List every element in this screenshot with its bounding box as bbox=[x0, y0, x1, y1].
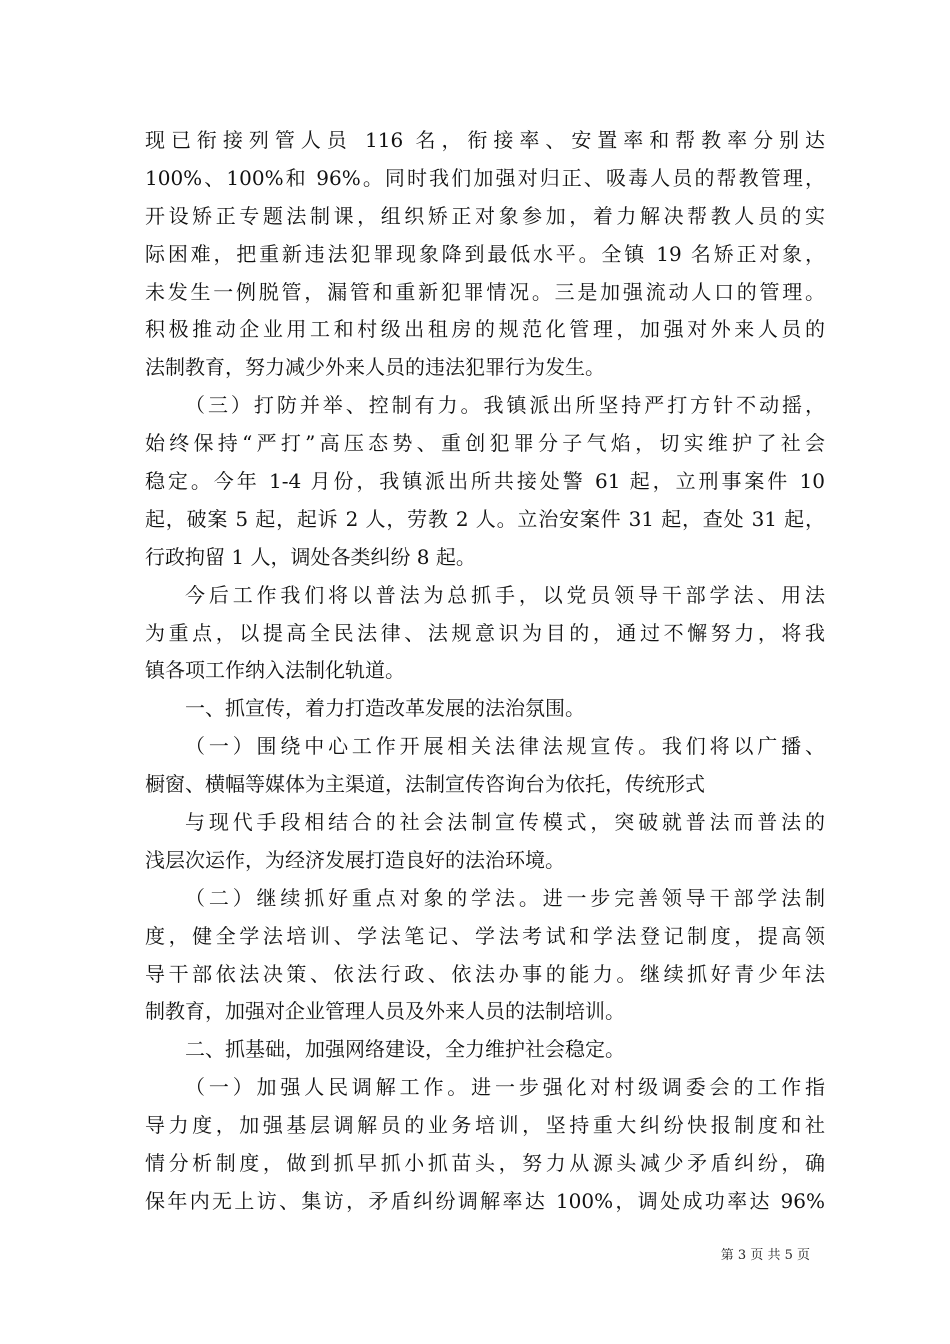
text-line: 制教育，加强对企业管理人员及外来人员的法制培训。 bbox=[145, 999, 625, 1024]
text-line: 际困难，把重新违法犯罪现象降到最低水平。全镇 19 名矫正对象， bbox=[145, 241, 825, 266]
text-line: （一）围绕中心工作开展相关法律法规宣传。我们将以广播、 bbox=[185, 734, 825, 759]
text-line: 起，破案 5 起，起诉 2 人，劳教 2 人。立治安案件 31 起，查处 31 起， bbox=[145, 506, 825, 531]
document-body bbox=[145, 122, 825, 1221]
text-line: 今后工作我们将以普法为总抓手，以党员领导干部学法、用法 bbox=[185, 582, 825, 607]
text-line: 与现代手段相结合的社会法制宣传模式，突破就普法而普法的 bbox=[185, 810, 825, 835]
text-line: 为重点，以提高全民法律、法规意识为目的，通过不懈努力，将我 bbox=[145, 620, 825, 645]
page-number: 第 3 页 共 5 页 bbox=[720, 1248, 810, 1263]
text-line: （二）继续抓好重点对象的学法。进一步完善领导干部学法制 bbox=[185, 885, 825, 910]
text-line: 积极推动企业用工和村级出租房的规范化管理，加强对外来人员的 bbox=[145, 317, 825, 342]
text-line: 未发生一例脱管，漏管和重新犯罪情况。三是加强流动人口的管理。 bbox=[145, 279, 825, 304]
text-line: 度，健全学法培训、学法笔记、学法考试和学法登记制度，提高领 bbox=[145, 923, 825, 948]
text-line: 导干部依法决策、依法行政、依法办事的能力。继续抓好青少年法 bbox=[145, 961, 825, 986]
text-line: （一）加强人民调解工作。进一步强化对村级调委会的工作指 bbox=[185, 1075, 825, 1100]
text-line: 法制教育，努力减少外来人员的违法犯罪行为发生。 bbox=[145, 355, 605, 380]
text-line: 二、抓基础，加强网络建设，全力维护社会稳定。 bbox=[185, 1037, 625, 1062]
text-line: 导力度，加强基层调解员的业务培训，坚持重大纠纷快报制度和社 bbox=[145, 1113, 825, 1138]
text-line: 镇各项工作纳入法制化轨道。 bbox=[145, 658, 405, 683]
text-line: 100%、100%和 96%。同时我们加强对归正、吸毒人员的帮教管理， bbox=[145, 165, 825, 190]
text-line: 一、抓宣传，着力打造改革发展的法治氛围。 bbox=[185, 696, 585, 721]
text-line: 开设矫正专题法制课，组织矫正对象参加，着力解决帮教人员的实 bbox=[145, 203, 825, 228]
text-line: 稳定。今年 1-4 月份，我镇派出所共接处警 61 起，立刑事案件 10 bbox=[145, 469, 825, 494]
text-line: 浅层次运作，为经济发展打造良好的法治环境。 bbox=[145, 847, 565, 872]
text-line: 保年内无上访、集访，矛盾纠纷调解率达 100%，调处成功率达 96% bbox=[145, 1188, 825, 1213]
text-line: 行政拘留 1 人，调处各类纠纷 8 起。 bbox=[145, 544, 476, 569]
text-line: （三）打防并举、控制有力。我镇派出所坚持严打方针不动摇， bbox=[185, 393, 825, 418]
text-line: 始终保持“严打”高压态势、重创犯罪分子气焰，切实维护了社会 bbox=[145, 431, 825, 456]
text-line: 橱窗、横幅等媒体为主渠道，法制宣传咨询台为依托，传统形式 bbox=[145, 772, 705, 797]
text-line: 情分析制度，做到抓早抓小抓苗头，努力从源头减少矛盾纠纷，确 bbox=[145, 1151, 825, 1176]
text-line: 现已衔接列管人员 116 名，衔接率、安置率和帮教率分别达 bbox=[145, 128, 825, 152]
